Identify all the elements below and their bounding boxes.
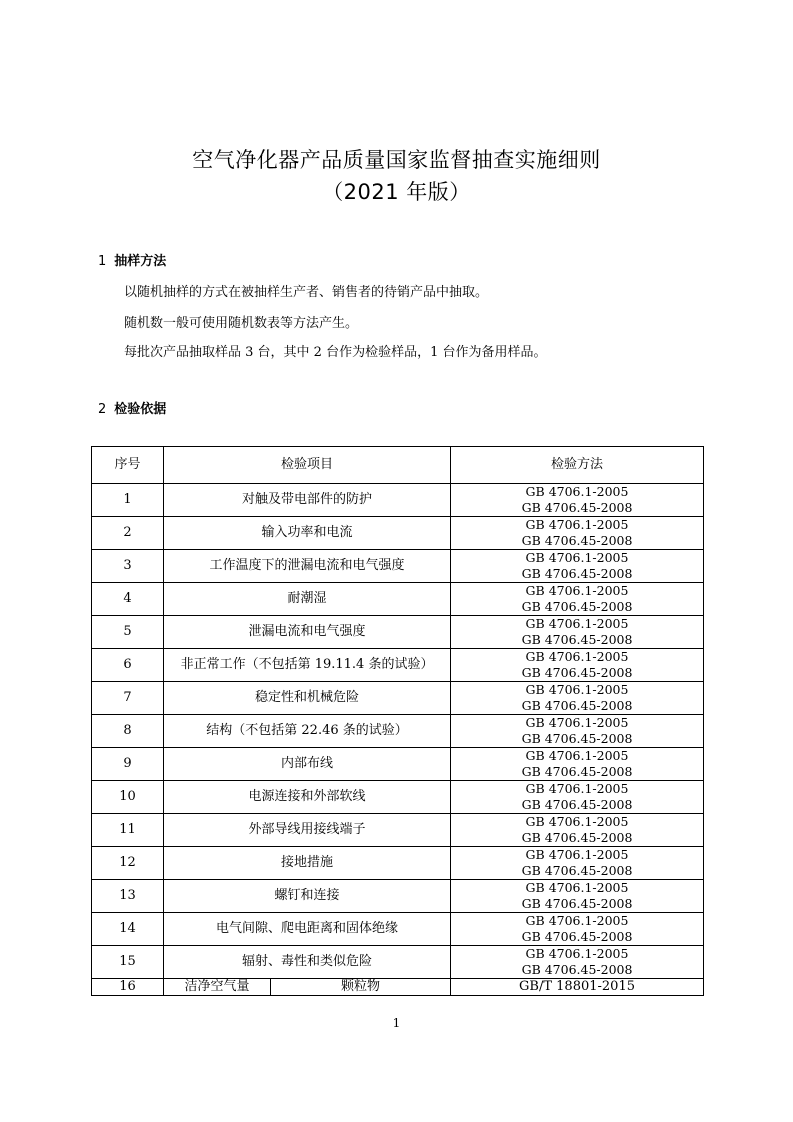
- row-item: 辐射、毒性和类似危险: [164, 946, 451, 979]
- row-method-line-1: GB 4706.1-2005: [525, 484, 629, 499]
- row-method-line-1: GB 4706.1-2005: [525, 814, 629, 829]
- row-method-line-1: GB 4706.1-2005: [525, 913, 629, 928]
- table-row: [92, 913, 704, 946]
- row-method-line-1: GB 4706.1-2005: [525, 616, 629, 631]
- row-method: [451, 913, 704, 946]
- section-2-title: 检验依据: [114, 402, 167, 417]
- table-row: [92, 583, 704, 616]
- row-method-line-2: GB 4706.45-2008: [521, 632, 633, 647]
- row-item: 颗粒物: [271, 979, 451, 996]
- row-method-line-1: GB 4706.1-2005: [525, 649, 629, 664]
- page-number: 1: [392, 1016, 401, 1030]
- row-method: GB/T 18801-2015: [451, 979, 704, 996]
- row-method-line-2: GB 4706.45-2008: [521, 764, 633, 779]
- header-item: 检验项目: [164, 447, 451, 484]
- row-item: 非正常工作（不包括第 19.11.4 条的试验）: [164, 649, 451, 682]
- row-method-line-2: GB 4706.45-2008: [521, 863, 633, 878]
- table-header-row: [92, 447, 704, 484]
- row-method: [451, 649, 704, 682]
- document-subtitle: （2021 年版）: [322, 180, 471, 204]
- row-item: 内部布线: [164, 748, 451, 781]
- section-1-number: 1: [98, 254, 107, 269]
- header-method: 检验方法: [451, 447, 704, 484]
- row-method-line-1: GB 4706.1-2005: [525, 583, 629, 598]
- row-method: [451, 583, 704, 616]
- document-title: 空气净化器产品质量国家监督抽查实施细则: [192, 148, 601, 172]
- row-item: 外部导线用接线端子: [164, 814, 451, 847]
- row-method: [451, 616, 704, 649]
- row-item: 电源连接和外部软线: [164, 781, 451, 814]
- row-method-line-1: GB 4706.1-2005: [525, 847, 629, 862]
- table-row: [92, 880, 704, 913]
- row-item-group: 洁净空气量: [164, 979, 271, 996]
- row-method-line-1: GB 4706.1-2005: [525, 517, 629, 532]
- table-row: [92, 550, 704, 583]
- row-method-line-2: GB 4706.45-2008: [521, 731, 633, 746]
- row-method-line-1: GB 4706.1-2005: [525, 715, 629, 730]
- row-method-line-1: GB 4706.1-2005: [525, 748, 629, 763]
- row-method: [451, 946, 704, 979]
- section-1-heading: [98, 250, 166, 269]
- row-item: 对触及带电部件的防护: [164, 484, 451, 517]
- row-method-line-2: GB 4706.45-2008: [521, 962, 633, 977]
- row-method: [451, 781, 704, 814]
- row-no: 15: [92, 946, 164, 979]
- row-item: 电气间隙、爬电距离和固体绝缘: [164, 913, 451, 946]
- row-no: 16: [92, 979, 164, 996]
- section-1-paragraph-1: 以随机抽样的方式在被抽样生产者、销售者的待销产品中抽取。: [124, 285, 489, 300]
- row-no: 7: [92, 682, 164, 715]
- table-row: [92, 484, 704, 517]
- section-1-paragraph-3: 每批次产品抽取样品 3 台，其中 2 台作为检验样品，1 台作为备用样品。: [124, 345, 547, 360]
- table-row: [92, 715, 704, 748]
- row-method: [451, 550, 704, 583]
- table-row: [92, 649, 704, 682]
- row-method-line-2: GB 4706.45-2008: [521, 830, 633, 845]
- table-row: [92, 682, 704, 715]
- inspection-table: [91, 446, 704, 996]
- table-row: [92, 781, 704, 814]
- row-method-line-2: GB 4706.45-2008: [521, 500, 633, 515]
- table-row: [92, 946, 704, 979]
- row-no: 2: [92, 517, 164, 550]
- row-method: [451, 682, 704, 715]
- row-method-line-1: GB 4706.1-2005: [525, 880, 629, 895]
- row-method: [451, 748, 704, 781]
- row-method: [451, 814, 704, 847]
- row-method: [451, 517, 704, 550]
- table-row: [92, 814, 704, 847]
- row-method-line-2: GB 4706.45-2008: [521, 665, 633, 680]
- row-method-line-2: GB 4706.45-2008: [521, 929, 633, 944]
- row-item: 工作温度下的泄漏电流和电气强度: [164, 550, 451, 583]
- row-no: 10: [92, 781, 164, 814]
- row-item: 耐潮湿: [164, 583, 451, 616]
- row-no: 9: [92, 748, 164, 781]
- row-method-line-2: GB 4706.45-2008: [521, 566, 633, 581]
- row-no: 5: [92, 616, 164, 649]
- row-item: 螺钉和连接: [164, 880, 451, 913]
- section-2-heading: [98, 398, 166, 417]
- row-no: 4: [92, 583, 164, 616]
- row-method-line-1: GB 4706.1-2005: [525, 781, 629, 796]
- row-method: [451, 484, 704, 517]
- table-row: [92, 517, 704, 550]
- header-no: 序号: [92, 447, 164, 484]
- row-method-line-2: GB 4706.45-2008: [521, 599, 633, 614]
- row-no: 3: [92, 550, 164, 583]
- row-no: 6: [92, 649, 164, 682]
- table-row: [92, 616, 704, 649]
- row-no: 12: [92, 847, 164, 880]
- row-item: 接地措施: [164, 847, 451, 880]
- section-1-title: 抽样方法: [114, 254, 167, 269]
- row-item: 稳定性和机械危险: [164, 682, 451, 715]
- table-row: [92, 979, 704, 996]
- row-no: 8: [92, 715, 164, 748]
- row-method-line-1: GB 4706.1-2005: [525, 682, 629, 697]
- table-row: [92, 748, 704, 781]
- row-item: 输入功率和电流: [164, 517, 451, 550]
- row-method: [451, 847, 704, 880]
- row-method: [451, 715, 704, 748]
- row-no: 11: [92, 814, 164, 847]
- row-item: 结构（不包括第 22.46 条的试验）: [164, 715, 451, 748]
- row-method-line-2: GB 4706.45-2008: [521, 896, 633, 911]
- row-no: 1: [92, 484, 164, 517]
- row-method-line-2: GB 4706.45-2008: [521, 698, 633, 713]
- row-item: 泄漏电流和电气强度: [164, 616, 451, 649]
- section-2-number: 2: [98, 402, 107, 417]
- section-1-paragraph-2: 随机数一般可使用随机数表等方法产生。: [124, 316, 359, 331]
- row-method: [451, 880, 704, 913]
- row-no: 13: [92, 880, 164, 913]
- row-method-line-1: GB 4706.1-2005: [525, 550, 629, 565]
- table-row: [92, 847, 704, 880]
- row-method-line-2: GB 4706.45-2008: [521, 797, 633, 812]
- row-method-line-2: GB 4706.45-2008: [521, 533, 633, 548]
- row-method-line-1: GB 4706.1-2005: [525, 946, 629, 961]
- row-no: 14: [92, 913, 164, 946]
